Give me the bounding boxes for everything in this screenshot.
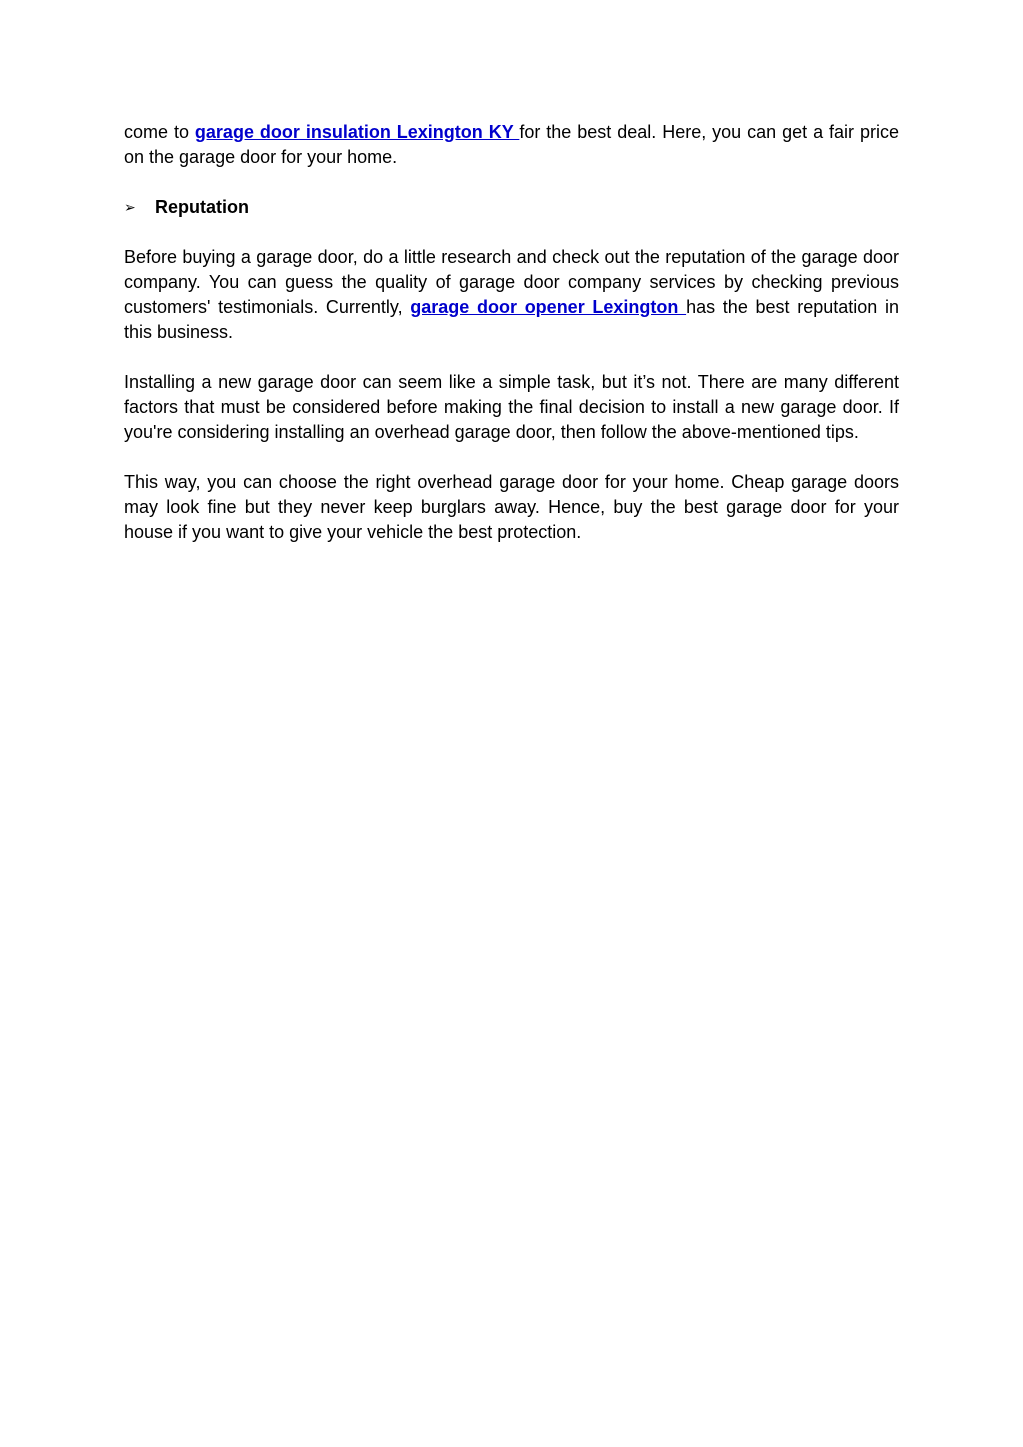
paragraph-best-deal-after: for the best deal. Here, you can get a fair price on the garage door for your home.: [124, 122, 899, 167]
paragraph-installing: Installing a new garage door can seem like a simple task, but it’s not. There are many different factors that must be considered before making the final decision to install a new garage door. If you're considering installing an overhead garage door, then follow the above-mentioned tips.: [124, 372, 899, 442]
bullet-reputation: [124, 195, 899, 220]
paragraph-reputation: [124, 245, 899, 345]
paragraph-best-deal-before: come to: [124, 122, 195, 142]
paragraph-conclusion: This way, you can choose the right overhead garage door for your home. Cheap garage doors may look fine but they never keep burglars away. Hence, buy the best garage door for your house if you want to give your vehicle the best protection.: [124, 472, 899, 542]
document-page: [124, 120, 899, 545]
link-garage-door-opener[interactable]: garage door opener Lexington: [410, 297, 687, 317]
bullet-reputation-label: Reputation: [155, 197, 249, 217]
arrowhead-bullet-icon: ➢: [124, 199, 136, 215]
link-garage-door-insulation[interactable]: garage door insulation Lexington KY: [194, 122, 520, 142]
paragraph-reputation-before: Before buying a garage door, do a little research and check out the reputation of the garage door company. You can guess the quality of garage door company services by checking previous customers' testimonials. Currently,: [124, 247, 899, 317]
paragraph-reputation-after: has the best reputation in this business.: [124, 297, 900, 342]
paragraph-best-deal: [124, 120, 899, 170]
